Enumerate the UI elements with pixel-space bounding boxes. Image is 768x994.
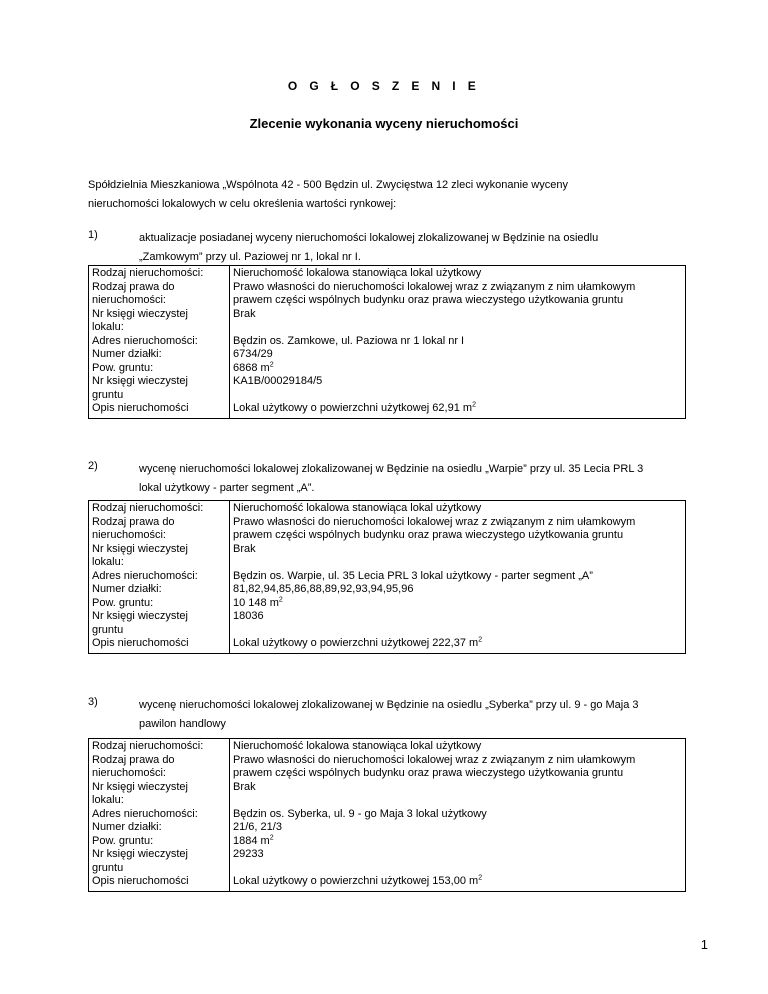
value-spacer	[233, 556, 682, 570]
label-desc: Opis nieruchomości	[92, 637, 189, 649]
label-desc: Opis nieruchomości	[92, 875, 189, 887]
value-spacer	[233, 389, 682, 403]
value-address: Będzin os. Warpie, ul. 35 Lecia PRL 3 lokal użytkowy - parter segment „A”	[233, 569, 593, 582]
label-kw-gruntu-cont: gruntu	[92, 861, 124, 874]
label-type: Rodzaj nieruchomości:	[92, 267, 204, 279]
value-right-cont: prawem części wspólnych budynku oraz prawa wieczystego użytkowania gruntu	[233, 529, 624, 541]
value-area	[233, 362, 682, 376]
item-description	[139, 696, 699, 734]
value-type: Nieruchomość lokalowa stanowiąca lokal użytkowy	[233, 502, 482, 514]
value-area-text: 1884 m	[233, 834, 270, 847]
item-description	[139, 460, 699, 498]
value-right-cont: prawem części wspólnych budynku oraz prawa wieczystego użytkowania gruntu	[233, 294, 624, 306]
label-kw-lokalu: Nr księgi wieczystej	[92, 780, 188, 793]
labels-cell	[89, 501, 230, 654]
value-right: Prawo własności do nieruchomości lokalowej wraz z związanym z nim ułamkowym	[233, 515, 636, 528]
label-right-cont: nieruchomości:	[92, 294, 166, 306]
values-cell	[230, 266, 686, 419]
label-right: Rodzaj prawa do	[92, 515, 175, 528]
property-table	[88, 738, 686, 892]
item-line: lokal użytkowy - parter segment „A”.	[139, 482, 315, 494]
label-kw-lokalu: Nr księgi wieczystej	[92, 542, 188, 555]
value-area-text: 10 148 m	[233, 596, 279, 609]
label-address: Adres nieruchomości:	[92, 569, 198, 582]
document-title: O G Ł O S Z E N I E	[287, 79, 481, 93]
value-kw-gruntu: KA1B/00029184/5	[233, 375, 323, 387]
item-line: aktualizacje posiadanej wyceny nieruchomości lokalowej zlokalizowanej w Będzinie na osiedlu	[139, 232, 599, 244]
value-spacer	[233, 321, 682, 335]
item-description	[139, 229, 699, 267]
label-right-cont: nieruchomości:	[92, 767, 166, 779]
value-type: Nieruchomość lokalowa stanowiąca lokal użytkowy	[233, 740, 482, 752]
intro-line: Spółdzielnia Mieszkaniowa „Wspólnota 42 - 500 Będzin ul. Zwycięstwa 12 zleci wykonanie wyceny	[88, 179, 568, 191]
label-right: Rodzaj prawa do	[92, 280, 175, 293]
label-kw-gruntu: Nr księgi wieczystej	[92, 375, 188, 387]
item-line: wycenę nieruchomości lokalowej zlokalizowanej w Będzinie na osiedlu „Syberka” przy ul. 9 - go Maja 3	[139, 699, 639, 711]
value-plot: 6734/29	[233, 348, 273, 360]
label-kw-lokalu-cont: lokalu:	[92, 321, 124, 333]
value-desc-text: Lokal użytkowy o powierzchni użytkowej 62,91 m	[233, 402, 473, 414]
label-type: Rodzaj nieruchomości:	[92, 502, 204, 514]
value-area-sup: 2	[269, 360, 274, 368]
value-kw-lokalu: Brak	[233, 780, 256, 793]
value-spacer	[233, 862, 682, 876]
value-plot: 21/6, 21/3	[233, 821, 282, 833]
label-desc: Opis nieruchomości	[92, 402, 189, 414]
label-address: Adres nieruchomości:	[92, 334, 198, 347]
value-area	[233, 597, 682, 611]
label-right: Rodzaj prawa do	[92, 753, 175, 766]
property-table	[88, 265, 686, 419]
item-line: „Zamkowym” przy ul. Paziowej nr 1, lokal nr I.	[139, 251, 361, 263]
value-right: Prawo własności do nieruchomości lokalowej wraz z związanym z nim ułamkowym	[233, 280, 636, 293]
item-number: 2)	[88, 460, 98, 472]
label-kw-gruntu-cont: gruntu	[92, 388, 124, 401]
value-spacer	[233, 624, 682, 638]
value-area	[233, 835, 682, 849]
intro-line: nieruchomości lokalowych w celu określenia wartości rynkowej:	[88, 198, 397, 210]
value-type: Nieruchomość lokalowa stanowiąca lokal użytkowy	[233, 267, 482, 279]
intro-paragraph	[88, 176, 688, 214]
label-plot: Numer działki:	[92, 583, 162, 595]
label-plot: Numer działki:	[92, 821, 162, 833]
values-cell	[230, 501, 686, 654]
value-kw-gruntu: 29233	[233, 848, 264, 860]
value-desc	[233, 637, 682, 651]
label-area: Pow. gruntu:	[92, 596, 154, 609]
value-area-text: 6868 m	[233, 361, 270, 374]
value-address: Będzin os. Syberka, ul. 9 - go Maja 3 lokal użytkowy	[233, 807, 487, 820]
label-kw-lokalu-cont: lokalu:	[92, 794, 124, 806]
value-right: Prawo własności do nieruchomości lokalowej wraz z związanym z nim ułamkowym	[233, 753, 636, 766]
value-area-sup: 2	[269, 833, 274, 841]
value-desc-sup: 2	[478, 636, 483, 644]
label-right-cont: nieruchomości:	[92, 529, 166, 541]
value-desc	[233, 875, 682, 889]
value-desc	[233, 402, 682, 416]
item-line: wycenę nieruchomości lokalowej zlokalizowanej w Będzinie na osiedlu „Warpie” przy ul. 35 Lecia PRL 3	[139, 463, 644, 475]
label-kw-gruntu: Nr księgi wieczystej	[92, 848, 188, 860]
item-number: 1)	[88, 229, 98, 241]
value-desc-text: Lokal użytkowy o powierzchni użytkowej 222,37 m	[233, 637, 479, 649]
label-kw-gruntu: Nr księgi wieczystej	[92, 610, 188, 622]
label-plot: Numer działki:	[92, 348, 162, 360]
value-spacer	[233, 794, 682, 808]
label-type: Rodzaj nieruchomości:	[92, 740, 204, 752]
value-desc-text: Lokal użytkowy o powierzchni użytkowej 153,00 m	[233, 875, 479, 887]
value-desc-sup: 2	[478, 874, 483, 882]
document-subtitle: Zlecenie wykonania wyceny nieruchomości	[249, 116, 519, 131]
labels-cell	[89, 739, 230, 892]
item-line: pawilon handlowy	[139, 718, 226, 730]
labels-cell	[89, 266, 230, 419]
label-address: Adres nieruchomości:	[92, 807, 198, 820]
value-plot: 81,82,94,85,86,88,89,92,93,94,95,96	[233, 583, 414, 595]
page-number: 1	[700, 937, 708, 952]
value-address: Będzin os. Zamkowe, ul. Paziowa nr 1 lokal nr I	[233, 334, 465, 347]
label-kw-gruntu-cont: gruntu	[92, 623, 124, 636]
item-number: 3)	[88, 696, 98, 708]
value-desc-sup: 2	[472, 401, 476, 409]
values-cell	[230, 739, 686, 892]
label-area: Pow. gruntu:	[92, 834, 154, 847]
value-right-cont: prawem części wspólnych budynku oraz prawa wieczystego użytkowania gruntu	[233, 767, 624, 779]
value-area-sup: 2	[278, 595, 283, 603]
property-table	[88, 500, 686, 654]
label-kw-lokalu-cont: lokalu:	[92, 556, 124, 568]
value-kw-lokalu: Brak	[233, 307, 256, 320]
value-kw-lokalu: Brak	[233, 542, 256, 555]
label-area: Pow. gruntu:	[92, 361, 154, 374]
label-kw-lokalu: Nr księgi wieczystej	[92, 307, 188, 320]
value-kw-gruntu: 18036	[233, 610, 264, 622]
